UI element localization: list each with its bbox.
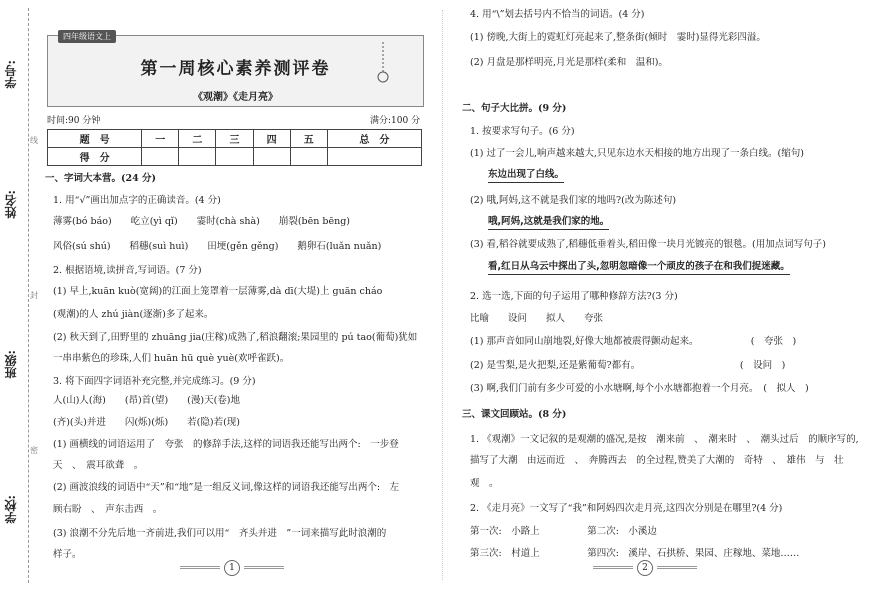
cut-line xyxy=(28,8,29,583)
seal-char-1: 线 xyxy=(30,136,38,145)
binding-strip xyxy=(0,0,36,591)
seal-char-3: 密 xyxy=(30,446,38,455)
school-label: 学校: xyxy=(4,495,18,524)
question-line: (2) 是雪梨,是火把梨,还是紫葡萄?都有。 ( 设问 ) xyxy=(470,360,786,371)
question-line: 一串串紫色的珍珠,人们 huān hū què yuè(欢呼雀跃)。 xyxy=(53,353,290,364)
question-line: 描写了大潮 由远而近 、 奔腾西去 的全过程,赞美了大潮的 奇特 、 雄伟 与 壮 xyxy=(470,455,844,466)
class-label: 班级: xyxy=(4,350,18,379)
question-line: 第一次: 小路上 第二次: 小溪边 xyxy=(470,526,657,537)
score-table xyxy=(47,129,422,166)
question-line: 薄雾(bó báo) 屹立(yì qǐ) 霎时(chà shà) 崩裂(bēn bēng) xyxy=(53,216,351,227)
question-line: (齐)(头)并进 闪(烁)(烁) 若(隐)若(现) xyxy=(53,417,240,428)
question-line: (2) 秋天到了,田野里的 zhuāng jia(庄稼)成熟了,稻浪翻滚;果园里的 pú tao(葡萄)犹如 xyxy=(53,332,418,343)
score-input-cell[interactable] xyxy=(179,148,216,166)
exam-time: 时间:90 分钟 xyxy=(47,116,101,126)
question-line: 天 、 震耳欲聋 。 xyxy=(53,460,144,471)
grade-badge: 四年级语文上 xyxy=(58,30,116,43)
score-cell: 得 分 xyxy=(48,148,142,166)
score-cell: 四 xyxy=(253,130,290,148)
question-line: 人(山)人(海) (昂)首(望) (漫)天(卷)地 xyxy=(53,395,240,406)
answer-line: 哦,阿妈,这就是我们家的地。 xyxy=(488,215,609,230)
question-line: 1. 按要求写句子。(6 分) xyxy=(470,126,575,137)
page-number-2: 2 xyxy=(585,560,705,576)
question-line: (2) 画波浪线的词语中“天”和“地”是一组反义词,像这样的词语我还能写出两个: 左 xyxy=(53,482,400,493)
question-line: 第三次: 村道上 第四次: 溪岸、石拱桥、果园、庄稼地、菜地…… xyxy=(470,548,800,559)
question-line: (观潮)的人 zhú jiàn(逐渐)多了起来。 xyxy=(53,309,214,320)
question-line: 3. 将下面四字词语补充完整,并完成练习。(9 分) xyxy=(53,376,256,387)
score-cell: 三 xyxy=(216,130,253,148)
question-line: (2) 月盘是那样明亮,月光是那样(柔和 温和)。 xyxy=(470,57,668,68)
score-input-cell[interactable] xyxy=(142,148,179,166)
question-line: (1) 过了一会儿,响声越来越大,只见东边水天相接的地方出现了一条白线。(缩句) xyxy=(470,148,804,159)
exam-subtitle: 《观潮》《走月亮》 xyxy=(193,92,278,103)
question-line: (1) 那声音如同山崩地裂,好像大地都被震得颤动起来。 ( 夸张 ) xyxy=(470,336,797,347)
question-line: 2. 根据语境,读拼音,写词语。(7 分) xyxy=(53,265,202,276)
question-line: (3) 看,稻谷就要成熟了,稻穗低垂着头,稻田像一块月光镀亮的银毯。(用加点词写句子) xyxy=(470,239,826,250)
question-line: 顾右盼 、 声东击西 。 xyxy=(53,504,163,515)
question-line: 4. 用“\”划去括号内不恰当的词语。(4 分) xyxy=(470,9,645,20)
question-line: 1. 《观潮》一文记叙的是观潮的盛况,是按 潮来前 、 潮来时 、 潮头过后 的顺序写的, xyxy=(470,434,859,445)
bookmark-tag-icon xyxy=(373,42,393,84)
question-line: 观 。 xyxy=(470,478,499,489)
score-cell: 二 xyxy=(179,130,216,148)
score-table-score-row xyxy=(48,148,422,166)
question-line: 2. 选一选,下面的句子运用了哪种修辞方法?(3 分) xyxy=(470,291,678,302)
question-line: 样子。 xyxy=(53,549,82,560)
score-cell: 一 xyxy=(142,130,179,148)
question-line: 2. 《走月亮》一文写了“我”和阿妈四次走月亮,这四次分别是在哪里?(4 分) xyxy=(470,503,783,514)
question-line: (3) 啊,我们门前有多少可爱的小水塘啊,每个小水塘都抱着一个月亮。 ( 拟人 ) xyxy=(470,383,809,394)
section-heading: 三、课文回顾站。(8 分) xyxy=(462,409,567,420)
question-line: (1) 早上,kuān kuò(宽阔)的江面上笼罩着一层薄雾,dà dī(大堤)上 guān cháo xyxy=(53,286,383,297)
score-input-cell[interactable] xyxy=(216,148,253,166)
question-line: 1. 用“√”画出加点字的正确读音。(4 分) xyxy=(53,195,221,206)
column-divider xyxy=(442,10,443,580)
exam-full-score: 满分:100 分 xyxy=(370,116,421,126)
answer-line: 看,红日从乌云中探出了头,忽明忽暗像一个顽皮的孩子在和我们捉迷藏。 xyxy=(488,260,790,275)
question-line: 风俗(sú shú) 稻穗(suì huì) 田埂(gěn gěng) 鹅卵石(luǎn nuǎn) xyxy=(53,241,382,252)
answer-line: 东边出现了白线。 xyxy=(488,168,564,183)
score-input-cell[interactable] xyxy=(327,148,421,166)
question-line: (1) 画横线的词语运用了 夸张 的修辞手法,这样的词语我还能写出两个: 一步登 xyxy=(53,439,399,450)
exam-title: 第一周核心素养测评卷 xyxy=(140,59,331,79)
question-line: (3) 浪潮不分先后地一齐前进,我们可以用“ 齐头并进 ”一词来描写此时浪潮的 xyxy=(53,528,387,539)
score-cell: 题 号 xyxy=(48,130,142,148)
score-cell: 五 xyxy=(290,130,327,148)
name-label: 姓名: xyxy=(4,190,18,219)
section-heading: 二、句子大比拼。(9 分) xyxy=(462,103,567,114)
seal-char-2: 封 xyxy=(30,291,38,300)
question-line: 比喻 设问 拟人 夸张 xyxy=(470,313,604,324)
question-line: (1) 傍晚,大街上的霓虹灯亮起来了,整条街(倾时 霎时)显得光彩四溢。 xyxy=(470,32,766,43)
student-no-label: 学号: xyxy=(4,60,18,89)
score-table-header-row xyxy=(48,130,422,148)
page-number-1: 1 xyxy=(172,560,292,576)
score-cell: 总 分 xyxy=(327,130,421,148)
exam-header xyxy=(47,32,424,107)
section-heading: 一、字词大本营。(24 分) xyxy=(45,173,157,184)
score-input-cell[interactable] xyxy=(253,148,290,166)
question-line: (2) 哦,阿妈,这不就是我们家的地吗?(改为陈述句) xyxy=(470,195,677,206)
score-input-cell[interactable] xyxy=(290,148,327,166)
